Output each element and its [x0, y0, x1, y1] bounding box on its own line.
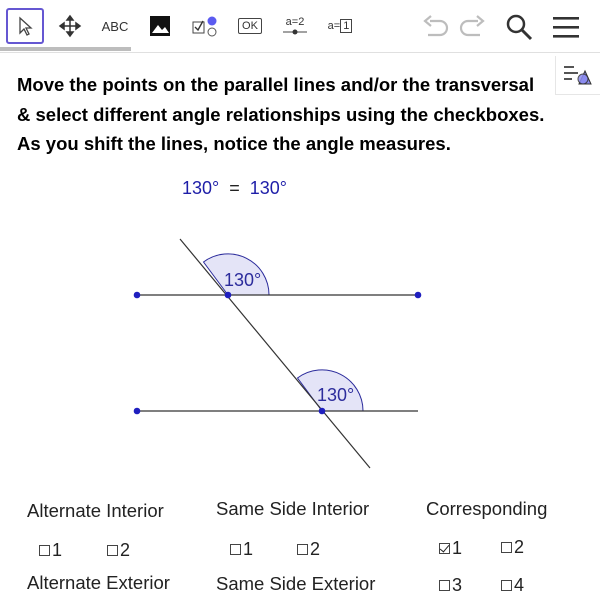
corresponding-checkbox-3[interactable] [439, 575, 462, 596]
checkbox-label: 2 [120, 540, 131, 560]
ok-label: OK [238, 18, 262, 34]
intersection-point-bottom[interactable] [319, 408, 326, 415]
checkbox-label: 1 [452, 538, 463, 558]
checkbox-label: 2 [310, 539, 321, 559]
checkbox-label: 2 [514, 537, 525, 557]
checkbox-label: 4 [514, 575, 525, 595]
checkbox-label: 1 [52, 540, 63, 560]
same-side-interior-checkbox-1[interactable] [230, 539, 253, 560]
corresponding-label: Corresponding [426, 498, 548, 519]
checkbox-label: 1 [243, 539, 254, 559]
point-bottom-left[interactable] [134, 408, 141, 415]
corresponding-checkbox-4[interactable] [501, 575, 524, 596]
checkbox-box [39, 545, 50, 556]
checkbox-box [501, 542, 512, 553]
checkbox-box-checked [439, 543, 450, 554]
same-side-exterior-label: Same Side Exterior [216, 573, 376, 594]
equation-equals-sign: = [229, 178, 240, 198]
text-tool-label: ABC [101, 18, 129, 34]
same-side-interior-label: Same Side Interior [216, 498, 370, 519]
equation-left-value: 130° [182, 178, 220, 198]
instructions-line-2: & select different angle relationships using the checkboxes. [17, 103, 545, 125]
point-top-left[interactable] [134, 292, 141, 299]
angle-label-top: 130° [224, 270, 262, 290]
alternate-interior-checkbox-1[interactable] [39, 540, 62, 561]
alternate-exterior-label: Alternate Exterior [27, 572, 170, 593]
instructions-line-1: Move the points on the parallel lines and/or the transversal [17, 74, 535, 95]
checkbox-box [297, 544, 308, 555]
input-box-prefix: a= [327, 20, 341, 32]
corresponding-checkbox-1[interactable] [439, 538, 462, 559]
transversal-line[interactable] [180, 239, 370, 468]
intersection-point-top[interactable] [225, 292, 232, 299]
slider-label: a=2 [285, 16, 305, 28]
alternate-interior-label: Alternate Interior [27, 500, 164, 521]
instructions-line-3: As you shift the lines, notice the angle measures. [17, 133, 451, 154]
checkbox-label: 3 [452, 575, 463, 595]
checkbox-box [230, 544, 241, 555]
equation-right-value: 130° [249, 178, 287, 198]
checkbox-box [439, 580, 450, 591]
point-top-right[interactable] [415, 292, 422, 299]
input-box-value: 1 [340, 19, 352, 33]
checkbox-box [107, 545, 118, 556]
corresponding-checkbox-2[interactable] [501, 537, 524, 558]
alternate-interior-checkbox-2[interactable] [107, 540, 130, 561]
angle-label-bottom: 130° [317, 385, 355, 405]
same-side-interior-checkbox-2[interactable] [297, 539, 320, 560]
checkbox-box [501, 580, 512, 591]
